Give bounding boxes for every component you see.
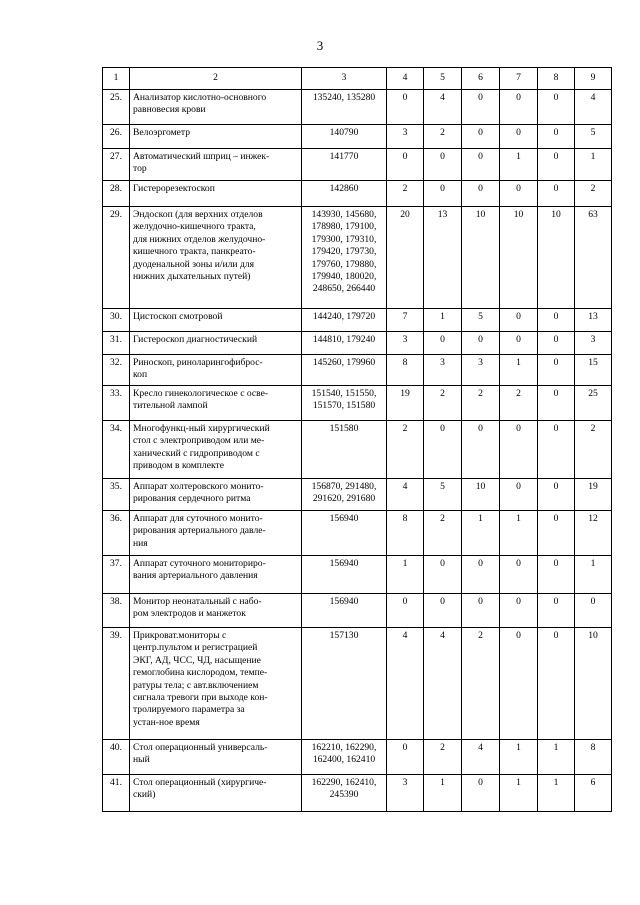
value-col-9: 12 xyxy=(575,511,612,556)
value-col-4: 8 xyxy=(387,355,424,386)
column-header-4: 4 xyxy=(387,68,424,90)
equipment-code-line: 162290, 162410, xyxy=(311,777,377,788)
value-col-4: 19 xyxy=(387,386,424,421)
equipment-name xyxy=(130,125,302,149)
value-col-5: 2 xyxy=(424,386,462,421)
equipment-name-line: сигнала тревоги при выходе кон- xyxy=(133,692,268,704)
table-row xyxy=(103,511,612,556)
value-col-7: 1 xyxy=(500,740,538,775)
value-col-9: 1 xyxy=(575,556,612,594)
table-row xyxy=(103,90,612,125)
value-col-8: 1 xyxy=(538,740,575,775)
table-header-row xyxy=(103,68,612,90)
value-col-6: 0 xyxy=(462,421,500,479)
column-header-5: 5 xyxy=(424,68,462,90)
value-col-6: 0 xyxy=(462,125,500,149)
value-col-5: 0 xyxy=(424,332,462,355)
value-col-7: 1 xyxy=(500,149,538,181)
equipment-codes xyxy=(302,740,387,775)
row-number: 34. xyxy=(103,421,130,479)
equipment-code-line: 140790 xyxy=(329,127,359,138)
equipment-code-line: 157130 xyxy=(329,630,359,641)
table-row xyxy=(103,479,612,511)
equipment-name-line: Гистероскоп диагностический xyxy=(133,334,258,345)
equipment-code-line: 156870, 291480, xyxy=(311,481,377,492)
value-col-6: 0 xyxy=(462,149,500,181)
value-col-8: 0 xyxy=(538,628,575,740)
value-col-7: 0 xyxy=(500,332,538,355)
row-number: 29. xyxy=(103,207,130,309)
value-col-6: 0 xyxy=(462,332,500,355)
row-number: 31. xyxy=(103,332,130,355)
equipment-name-line: Анализатор кислотно-основного xyxy=(133,92,267,103)
value-col-8: 0 xyxy=(538,556,575,594)
equipment-code-line: 151570, 151580 xyxy=(312,400,376,412)
value-col-8: 10 xyxy=(538,207,575,309)
value-col-8: 0 xyxy=(538,181,575,207)
row-number: 26. xyxy=(103,125,130,149)
equipment-name-line: Автоматический шприц – инжек- xyxy=(133,151,270,162)
equipment-name-line: центр.пультом и регистрацией xyxy=(133,642,258,654)
table-row xyxy=(103,556,612,594)
column-header-8: 8 xyxy=(538,68,575,90)
value-col-8: 0 xyxy=(538,511,575,556)
equipment-name-line: ный xyxy=(133,754,150,766)
row-number: 38. xyxy=(103,594,130,628)
column-header-6: 6 xyxy=(462,68,500,90)
equipment-name xyxy=(130,90,302,125)
value-col-7: 0 xyxy=(500,556,538,594)
value-col-7: 1 xyxy=(500,775,538,812)
equipment-name-line: Гистерорезектоскоп xyxy=(133,183,215,194)
row-number: 41. xyxy=(103,775,130,812)
table-row xyxy=(103,181,612,207)
value-col-4: 4 xyxy=(387,479,424,511)
value-col-7: 0 xyxy=(500,125,538,149)
value-col-4: 3 xyxy=(387,332,424,355)
value-col-6: 4 xyxy=(462,740,500,775)
equipment-name-line: ром электродов и манжеток xyxy=(133,608,246,620)
value-col-7: 0 xyxy=(500,628,538,740)
value-col-9: 13 xyxy=(575,309,612,332)
equipment-name-line: Стол операционный универсаль- xyxy=(133,742,268,753)
equipment-name-line: Аппарат холтеровского монито- xyxy=(133,481,264,492)
equipment-name-line: рирования артериального давле- xyxy=(133,525,266,537)
equipment-name-line: Стол операционный (хирургиче- xyxy=(133,777,267,788)
equipment-codes xyxy=(302,386,387,421)
equipment-code-line: 135240, 135280 xyxy=(312,92,376,103)
value-col-9: 0 xyxy=(575,594,612,628)
value-col-6: 10 xyxy=(462,207,500,309)
equipment-name xyxy=(130,207,302,309)
row-number: 37. xyxy=(103,556,130,594)
row-number: 35. xyxy=(103,479,130,511)
equipment-name-line: тор xyxy=(133,163,147,175)
value-col-9: 10 xyxy=(575,628,612,740)
value-col-7: 0 xyxy=(500,479,538,511)
equipment-name-line: тительной лампой xyxy=(133,400,208,412)
equipment-code-line: 143930, 145680, xyxy=(311,209,377,220)
equipment-name xyxy=(130,479,302,511)
value-col-8: 0 xyxy=(538,90,575,125)
value-col-8: 0 xyxy=(538,386,575,421)
equipment-name-line: тролируемого параметра за xyxy=(133,704,245,716)
equipment-name-line: ния xyxy=(133,537,148,549)
equipment-name-line: устан-ное время xyxy=(133,716,200,728)
equipment-code-line: 245390 xyxy=(329,789,359,801)
equipment-name-line: желудочно-кишечного тракта, xyxy=(133,221,256,233)
row-number: 32. xyxy=(103,355,130,386)
value-col-6: 0 xyxy=(462,594,500,628)
value-col-4: 0 xyxy=(387,90,424,125)
equipment-name-line: равновесия крови xyxy=(133,104,206,116)
equipment-name-line: Монитор неонатальный с набо- xyxy=(133,596,262,607)
equipment-code-line: 179940, 180020, xyxy=(311,271,377,283)
equipment-name xyxy=(130,775,302,812)
equipment-code-line: 179300, 179310, xyxy=(311,233,377,245)
value-col-9: 3 xyxy=(575,332,612,355)
row-number: 25. xyxy=(103,90,130,125)
equipment-name-line: ский) xyxy=(133,789,156,801)
equipment-codes xyxy=(302,125,387,149)
value-col-7: 0 xyxy=(500,181,538,207)
equipment-name xyxy=(130,594,302,628)
value-col-4: 3 xyxy=(387,775,424,812)
value-col-4: 0 xyxy=(387,149,424,181)
value-col-6: 2 xyxy=(462,628,500,740)
equipment-name xyxy=(130,386,302,421)
value-col-7: 0 xyxy=(500,421,538,479)
equipment-name-line: гемоглобина кислородом, темпе- xyxy=(133,667,268,679)
equipment-codes xyxy=(302,511,387,556)
equipment-codes xyxy=(302,309,387,332)
equipment-codes xyxy=(302,207,387,309)
equipment-codes xyxy=(302,332,387,355)
value-col-9: 19 xyxy=(575,479,612,511)
value-col-8: 0 xyxy=(538,594,575,628)
equipment-code-line: 179760, 179880, xyxy=(311,258,377,270)
value-col-5: 2 xyxy=(424,740,462,775)
value-col-5: 0 xyxy=(424,149,462,181)
equipment-code-line: 151540, 151550, xyxy=(311,388,377,399)
value-col-9: 25 xyxy=(575,386,612,421)
equipment-name-line: кишечного тракта, панкреато- xyxy=(133,246,256,258)
value-col-8: 0 xyxy=(538,355,575,386)
value-col-4: 8 xyxy=(387,511,424,556)
value-col-5: 1 xyxy=(424,309,462,332)
value-col-8: 0 xyxy=(538,309,575,332)
value-col-9: 5 xyxy=(575,125,612,149)
equipment-codes xyxy=(302,355,387,386)
table-row xyxy=(103,386,612,421)
value-col-5: 0 xyxy=(424,421,462,479)
equipment-name-line: рирования сердечного ритма xyxy=(133,493,251,505)
equipment-name xyxy=(130,149,302,181)
equipment-codes xyxy=(302,479,387,511)
value-col-6: 0 xyxy=(462,90,500,125)
equipment-code-line: 179420, 179730, xyxy=(311,246,377,258)
equipment-codes xyxy=(302,90,387,125)
equipment-codes xyxy=(302,421,387,479)
equipment-name-line: Аппарат суточного мониториро- xyxy=(133,558,266,569)
equipment-code-line: 156940 xyxy=(329,558,359,569)
equipment-name-line: Кресло гинекологическое с осве- xyxy=(133,388,269,399)
equipment-code-line: 156940 xyxy=(329,513,359,524)
page-number: 3 xyxy=(316,38,324,53)
equipment-name-line: стол с электроприводом или ме- xyxy=(133,435,265,447)
value-col-7: 0 xyxy=(500,90,538,125)
value-col-4: 7 xyxy=(387,309,424,332)
value-col-4: 2 xyxy=(387,421,424,479)
value-col-5: 0 xyxy=(424,181,462,207)
equipment-name-line: Прикроват.мониторы с xyxy=(133,630,227,641)
value-col-9: 8 xyxy=(575,740,612,775)
value-col-9: 1 xyxy=(575,149,612,181)
value-col-6: 0 xyxy=(462,556,500,594)
value-col-7: 2 xyxy=(500,386,538,421)
row-number: 36. xyxy=(103,511,130,556)
value-col-9: 2 xyxy=(575,181,612,207)
table-row xyxy=(103,125,612,149)
value-col-6: 2 xyxy=(462,386,500,421)
value-col-4: 3 xyxy=(387,125,424,149)
equipment-code-line: 248650, 266440 xyxy=(312,283,376,295)
equipment-name-line: коп xyxy=(133,369,148,381)
table-row xyxy=(103,309,612,332)
value-col-5: 4 xyxy=(424,628,462,740)
table-row xyxy=(103,332,612,355)
value-col-8: 1 xyxy=(538,775,575,812)
row-number: 40. xyxy=(103,740,130,775)
value-col-5: 4 xyxy=(424,90,462,125)
value-col-9: 15 xyxy=(575,355,612,386)
value-col-5: 5 xyxy=(424,479,462,511)
value-col-5: 3 xyxy=(424,355,462,386)
value-col-5: 2 xyxy=(424,125,462,149)
value-col-6: 10 xyxy=(462,479,500,511)
value-col-8: 0 xyxy=(538,149,575,181)
equipment-code-line: 145260, 179960 xyxy=(312,357,376,368)
value-col-7: 10 xyxy=(500,207,538,309)
value-col-7: 1 xyxy=(500,511,538,556)
column-header-3: 3 xyxy=(302,68,387,90)
equipment-name xyxy=(130,421,302,479)
value-col-4: 0 xyxy=(387,594,424,628)
table-row xyxy=(103,421,612,479)
equipment-code-line: 291620, 291680 xyxy=(312,493,376,505)
column-header-1: 1 xyxy=(103,68,130,90)
value-col-5: 0 xyxy=(424,556,462,594)
value-col-9: 63 xyxy=(575,207,612,309)
equipment-name xyxy=(130,309,302,332)
value-col-4: 20 xyxy=(387,207,424,309)
equipment-name xyxy=(130,181,302,207)
value-col-6: 3 xyxy=(462,355,500,386)
equipment-name-line: дуоденальной зоны и/или для xyxy=(133,258,255,270)
table-row xyxy=(103,628,612,740)
table-row xyxy=(103,149,612,181)
equipment-codes xyxy=(302,556,387,594)
column-header-9: 9 xyxy=(575,68,612,90)
value-col-6: 0 xyxy=(462,775,500,812)
equipment-name-line: Многофункц-ный хирургический xyxy=(133,423,270,434)
equipment-name-line: вания артериального давления xyxy=(133,570,258,582)
equipment-name-line: приводом в комплекте xyxy=(133,460,224,472)
table-row xyxy=(103,775,612,812)
equipment-name xyxy=(130,355,302,386)
value-col-5: 0 xyxy=(424,594,462,628)
value-col-6: 5 xyxy=(462,309,500,332)
equipment-codes xyxy=(302,775,387,812)
equipment-codes xyxy=(302,149,387,181)
value-col-7: 0 xyxy=(500,309,538,332)
value-col-4: 1 xyxy=(387,556,424,594)
equipment-code-line: 141770 xyxy=(329,151,359,162)
table-row xyxy=(103,207,612,309)
equipment-codes xyxy=(302,594,387,628)
equipment-code-line: 162210, 162290, xyxy=(311,742,377,753)
column-header-7: 7 xyxy=(500,68,538,90)
equipment-name-line: нижних дыхательных путей) xyxy=(133,271,251,283)
equipment-code-line: 144240, 179720 xyxy=(312,311,376,322)
value-col-7: 0 xyxy=(500,594,538,628)
equipment-name-line: Эндоскоп (для верхних отделов xyxy=(133,209,263,220)
table-body xyxy=(103,90,612,812)
equipment-name xyxy=(130,628,302,740)
value-col-7: 1 xyxy=(500,355,538,386)
equipment-code-line: 151580 xyxy=(329,423,359,434)
column-header-2: 2 xyxy=(130,68,302,90)
equipment-name-line: для нижних отделов желудочно- xyxy=(133,233,266,245)
value-col-9: 2 xyxy=(575,421,612,479)
equipment-code-line: 162400, 162410 xyxy=(312,754,376,766)
value-col-9: 6 xyxy=(575,775,612,812)
value-col-8: 0 xyxy=(538,479,575,511)
value-col-4: 0 xyxy=(387,740,424,775)
equipment-name-line: ханический с гидроприводом с xyxy=(133,447,260,459)
row-number: 30. xyxy=(103,309,130,332)
equipment-codes xyxy=(302,628,387,740)
equipment-name xyxy=(130,556,302,594)
equipment-code-line: 156940 xyxy=(329,596,359,607)
row-number: 33. xyxy=(103,386,130,421)
equipment-name-line: Цистоскоп смотровой xyxy=(133,311,223,322)
value-col-8: 0 xyxy=(538,125,575,149)
value-col-6: 0 xyxy=(462,181,500,207)
value-col-4: 4 xyxy=(387,628,424,740)
equipment-name-line: Велоэргометр xyxy=(133,127,191,138)
equipment-table xyxy=(102,67,612,812)
value-col-8: 0 xyxy=(538,421,575,479)
equipment-name-line: Риноскоп, риноларингофиброс- xyxy=(133,357,263,368)
equipment-name xyxy=(130,511,302,556)
table-row xyxy=(103,355,612,386)
row-number: 28. xyxy=(103,181,130,207)
value-col-4: 2 xyxy=(387,181,424,207)
equipment-name xyxy=(130,740,302,775)
value-col-6: 1 xyxy=(462,511,500,556)
equipment-name xyxy=(130,332,302,355)
row-number: 39. xyxy=(103,628,130,740)
equipment-code-line: 142860 xyxy=(329,183,359,194)
table-row xyxy=(103,594,612,628)
equipment-code-line: 178980, 179100, xyxy=(311,221,377,233)
equipment-codes xyxy=(302,181,387,207)
equipment-name-line: ратуры тела; с авт.включением xyxy=(133,679,259,691)
equipment-name-line: ЭКГ, АД, ЧСС, ЧД, насыщение xyxy=(133,654,261,666)
table-row xyxy=(103,740,612,775)
value-col-9: 4 xyxy=(575,90,612,125)
value-col-8: 0 xyxy=(538,332,575,355)
value-col-5: 13 xyxy=(424,207,462,309)
value-col-5: 2 xyxy=(424,511,462,556)
value-col-5: 1 xyxy=(424,775,462,812)
equipment-name-line: Аппарат для суточного монито- xyxy=(133,513,263,524)
row-number: 27. xyxy=(103,149,130,181)
equipment-code-line: 144810, 179240 xyxy=(312,334,376,345)
